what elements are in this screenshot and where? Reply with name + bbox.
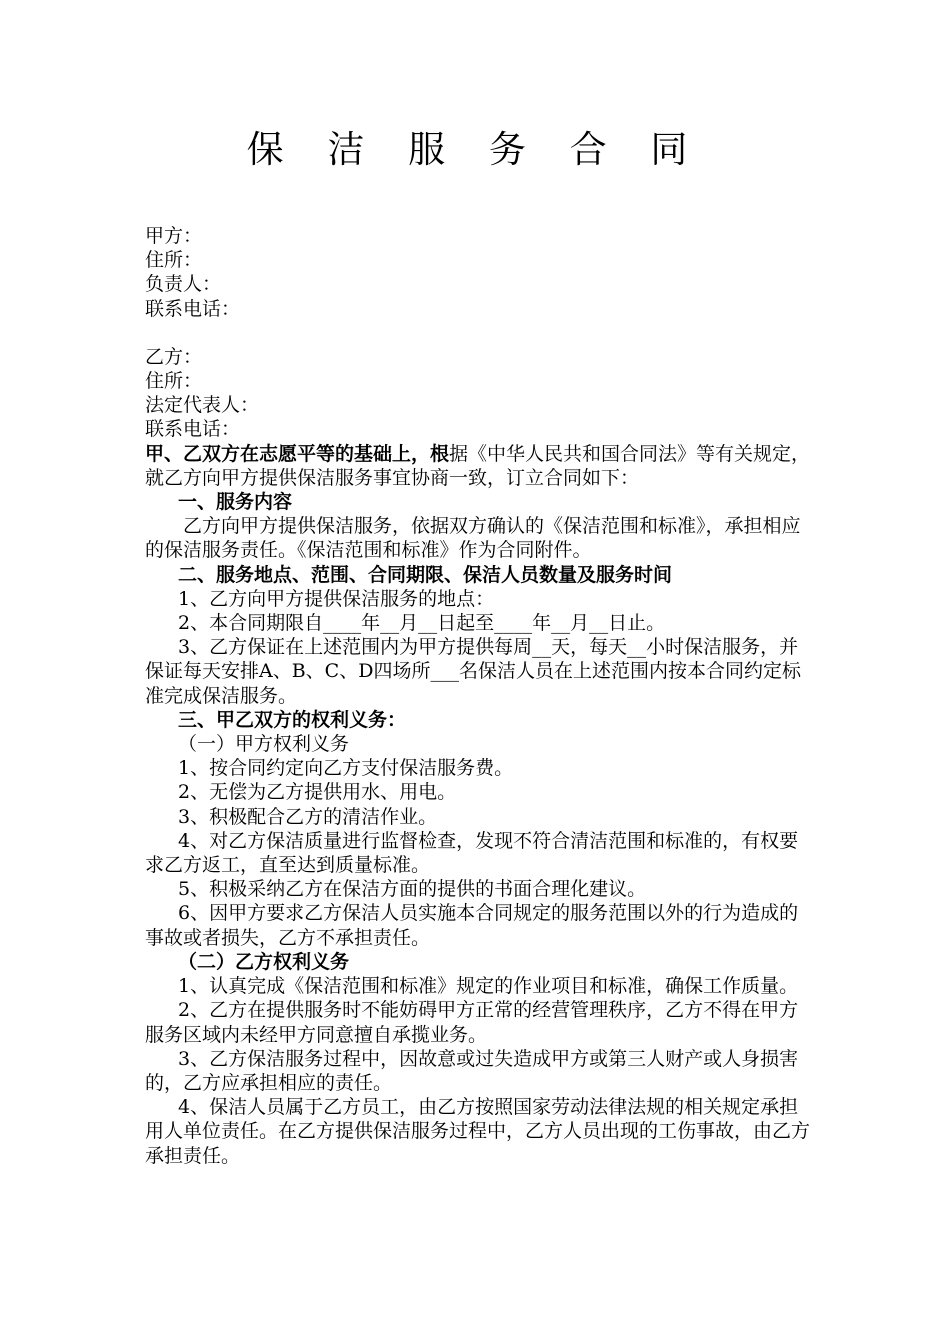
section-1-paragraph: 乙方向甲方提供保洁服务，依据双方确认的《保洁范围和标准》，承担相应的保洁服务责任。《保洁范围和标准》作为合同附件。 [145,515,801,562]
preamble-bold: 甲、乙双方在志愿平等的基础上，根 [145,442,450,465]
party-b-address: 住所： [145,370,203,393]
section-2-item-2: 2、本合同期限自____年__月__日起至____年__月__日止。 [178,612,666,635]
party-a-principal: 负责人： [145,273,222,296]
section-1-heading: 一、服务内容 [178,491,293,514]
party-b-name: 乙方： [145,345,203,368]
party-a-item-5: 5、积极采纳乙方在保洁方面的提供的书面合理化建议。 [178,878,647,901]
spacer [145,321,815,345]
party-a-item-4: 4、对乙方保洁质量进行监督检查，发现不符合清洁范围和标准的，有权要求乙方返工，直至达到质量标准。 [145,829,799,877]
party-a-rights-heading: （一）甲方权利义务 [178,733,350,756]
contract-title: 保 洁 服 务 合 同 [246,128,704,171]
party-a-item-2: 2、无偿为乙方提供用水、用电。 [178,781,457,804]
preamble-rest: 据《中华人民共和国合同法》等有关规定，就乙方向甲方提供保洁服务事宜协商一致，订立合同如下： [145,442,811,489]
contract-body [145,224,815,1168]
party-b-item-1: 1、认真完成《保洁范围和标准》规定的作业项目和标准，确保工作质量。 [178,975,799,998]
party-b-item-2: 2、乙方在提供服务时不能妨碍甲方正常的经营管理秩序，乙方不得在甲方服务区域内未经甲方同意擅自承揽业务。 [145,999,799,1046]
party-a-phone: 联系电话： [145,297,241,320]
party-b-rights-heading: （二）乙方权利义务 [178,950,350,973]
section-2-item-3: 3、乙方保证在上述范围内为甲方提供每周__天，每天__小时保洁服务，并保证每天安排A、B、C、D四场所___名保洁人员在上述范围内按本合同约定标准完成保洁服务。 [145,636,801,707]
party-b-legal-rep: 法定代表人： [145,394,260,417]
party-b-item-4: 4、保洁人员属于乙方员工，由乙方按照国家劳动法律法规的相关规定承担用人单位责任。在乙方提供保洁服务过程中，乙方人员出现的工伤事故，由乙方承担责任。 [145,1096,811,1167]
party-b-phone: 联系电话： [145,418,241,441]
party-a-item-1: 1、按合同约定向乙方支付保洁服务费。 [178,757,514,780]
party-b-item-3: 3、乙方保洁服务过程中，因故意或过失造成甲方或第三人财产或人身损害的，乙方应承担相应的责任。 [145,1047,799,1094]
party-a-item-3: 3、积极配合乙方的清洁作业。 [178,805,438,828]
section-2-heading: 二、服务地点、范围、合同期限、保洁人员数量及服务时间 [178,563,673,586]
preamble [145,442,815,490]
party-a-name: 甲方： [145,225,203,247]
section-2-item-1: 1、乙方向甲方提供保洁服务的地点： [178,587,495,610]
section-3-heading: 三、甲乙双方的权利义务： [178,708,407,731]
party-a-item-6: 6、因甲方要求乙方保洁人员实施本合同规定的服务范围以外的行为造成的事故或者损失，乙方不承担责任。 [145,902,799,949]
party-a-address: 住所： [145,249,203,272]
